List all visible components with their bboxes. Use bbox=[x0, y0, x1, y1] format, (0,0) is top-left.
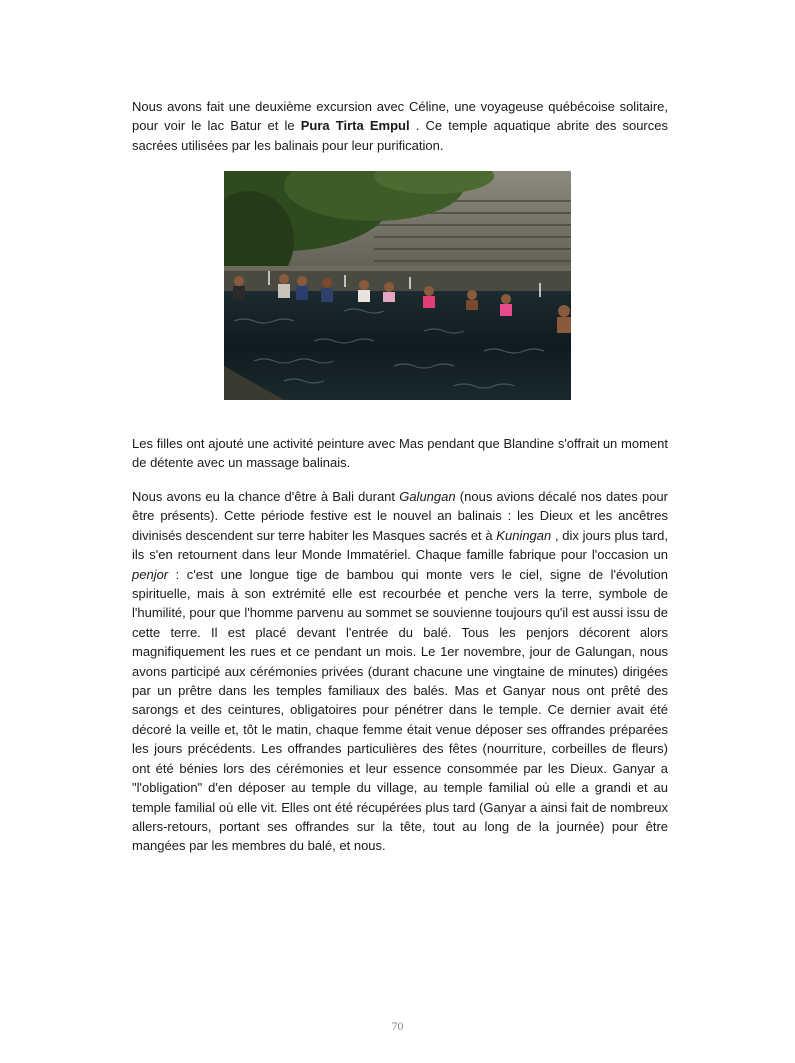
paragraph-text: : c'est une longue tige de bambou qui monte vers le ciel, signe de l'évolution spirituelle, mais à son extrémité elle est recourbée et penche vers la terre, symbole de l'humilité, pour que l'homme parvenu au sommet se souvienne toujours qu'il est aussi issu de cette terre. Il est placé devant l'entrée du balé. Tous les penjors décorent alors magnifiquement les rues et ce pendant un mois. Le 1er novembre, jour de Galungan, nous avons participé aux cérémonies privées (durant chacune une vingtaine de minutes) dirigées par un prêtre dans les temples familiaux des balés. Mas et Ganyar nous ont prêté des sarongs et des ceintures, obligatoires pour pénétrer dans le temple. Ce dernier avait été décoré la veille et, tôt le matin, chaque femme était venue déposer ses offrandes préparées les jours précédents. Les offrandes particulières des fêtes (nourriture, corbeilles de fleurs) ont été bénies lors des cérémonies et leur essence consommée par les Dieux. Ganyar a "l'obligation" d'en déposer au temple du village, au temple familial où elle a grandi et au temple familial où elle vit. Elles ont été récupérées plus tard (Ganyar a ainsi fait de nombreux allers-retours, portant ses offrandes sur la tête, tout au long de la journée) pour être mangées par les membres du balé, et nous. bbox=[132, 566, 668, 854]
paragraph-excursion bbox=[132, 97, 668, 155]
page-number: 70 bbox=[391, 1019, 404, 1033]
paragraph-text: Nous avons fait une deuxième excursion avec Céline, une voyageuse québécoise solitaire, pour voir le lac Batur et le bbox=[132, 99, 668, 134]
paragraph-text: , dix jours plus tard, ils s'en retournent dans leur Monde Immatériel. Chaque famille fabrique pour l'occasion un bbox=[132, 527, 668, 563]
italic-term: Galungan bbox=[399, 489, 456, 504]
paragraph-galungan bbox=[132, 487, 668, 856]
temple-pool-photo bbox=[224, 171, 571, 400]
temple-name: Pura Tirta Empul bbox=[300, 118, 410, 134]
paragraph-activity: Les filles ont ajouté une activité peinture avec Mas pendant que Blandine s'offrait un moment de détente avec un massage balinais. bbox=[132, 436, 668, 471]
paragraph-text: Nous avons eu la chance d'être à Bali durant bbox=[132, 489, 400, 504]
italic-term: penjor bbox=[132, 566, 169, 582]
paragraph-text: (nous avions décalé nos dates pour être présents). Cette période festive est le nouvel an balinais : les Dieux et les ancêtres divinisés descendent sur terre habiter les Masques sacrés et à bbox=[132, 489, 668, 543]
italic-term: Kuningan bbox=[496, 527, 552, 543]
paragraph-text: . Ce temple aquatique abrite des sources sacrées utilisées par les balinais pour leur purification. bbox=[132, 118, 668, 153]
